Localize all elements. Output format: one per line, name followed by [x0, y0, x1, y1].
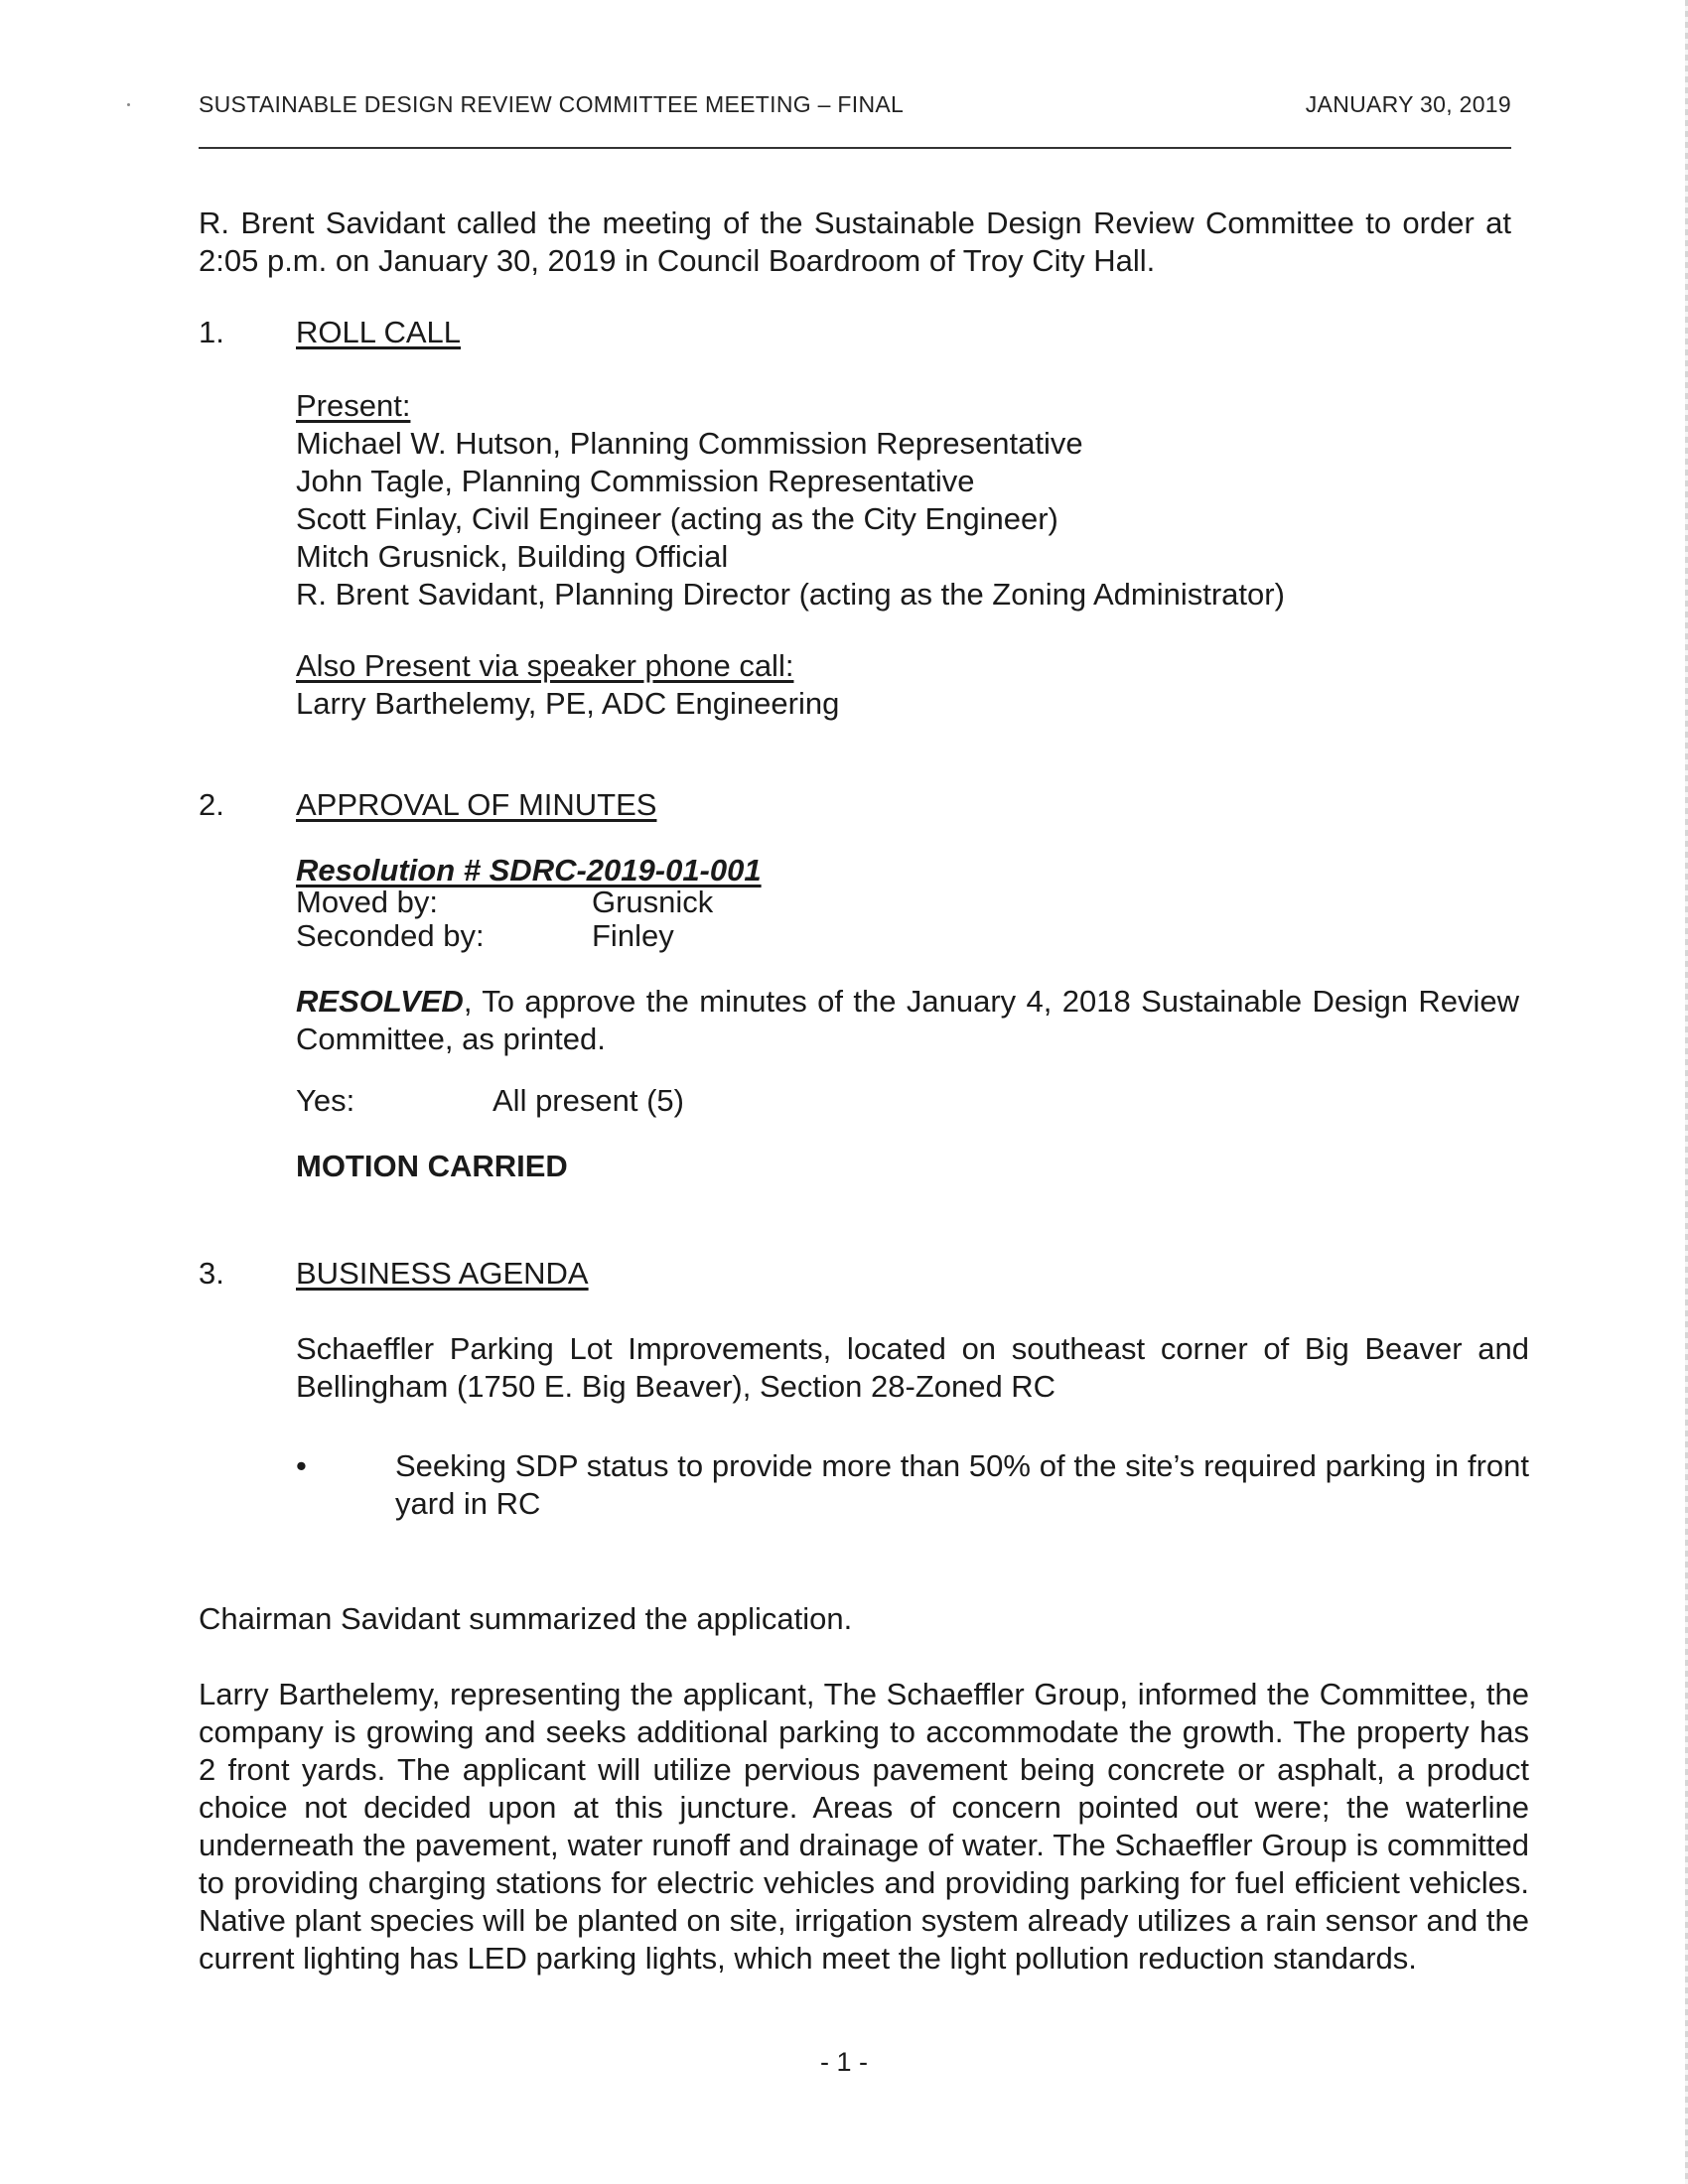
present-member: R. Brent Savidant, Planning Director (acting as the Zoning Administrator) — [296, 577, 1285, 612]
vote-label: Yes: — [296, 1083, 355, 1118]
page-number: - 1 - — [819, 2047, 868, 2077]
vote-value: All present (5) — [492, 1083, 684, 1118]
agenda-item: Schaeffler Parking Lot Improvements, located on southeast corner of Big Beaver and Bellingham (1750 E. Big Beaver), Section 28-Zoned RC — [296, 1331, 1529, 1404]
resolution-title: Resolution # SDRC-2019-01-001 — [296, 853, 762, 887]
header-date: JANUARY 30, 2019 — [1305, 91, 1511, 117]
section-2-number: 2. — [199, 787, 224, 822]
discussion-paragraph: Larry Barthelemy, representing the applicant, The Schaeffler Group, informed the Committee, the company is growing and seeks additional parking to accommodate the growth. The property has 2 front yards. The applicant will utilize pervious pavement being concrete or asphalt, a product choice not decided upon at this juncture. Areas of concern pointed out were; the waterline underneath the pavement, water runoff and drainage of water. The Schaeffler Group is committed to providing charging stations for electric vehicles and providing parking for fuel efficient vehicles. Native plant species will be planted on site, irrigation system already utilizes a rain sensor and the current lighting has LED parking lights, which meet the light pollution reduction standards. — [199, 1677, 1529, 1976]
present-member: Scott Finlay, Civil Engineer (acting as the City Engineer) — [296, 501, 1058, 536]
header-rule — [199, 147, 1511, 149]
section-3-title: BUSINESS AGENDA — [296, 1256, 589, 1291]
present-member: Mitch Grusnick, Building Official — [296, 539, 729, 574]
present-label: Present: — [296, 388, 411, 423]
section-3-number: 3. — [199, 1256, 224, 1291]
moved-by-value: Grusnick — [592, 885, 714, 919]
moved-by-label: Moved by: — [296, 885, 439, 919]
seconded-by-value: Finley — [592, 918, 674, 953]
present-member: Michael W. Hutson, Planning Commission Representative — [296, 426, 1083, 461]
section-1-title: ROLL CALL — [296, 315, 461, 349]
resolved-word: RESOLVED — [296, 984, 464, 1019]
section-2-title: APPROVAL OF MINUTES — [296, 787, 657, 822]
resolved-paragraph — [296, 983, 1519, 1058]
header-title: SUSTAINABLE DESIGN REVIEW COMMITTEE MEETING – FINAL — [199, 91, 905, 117]
intro-paragraph: R. Brent Savidant called the meeting of the Sustainable Design Review Committee to order at 2:05 p.m. on January 30, 2019 in Council Boardroom of Troy City Hall. — [199, 205, 1511, 278]
seconded-by-label: Seconded by: — [296, 918, 485, 953]
also-present-member: Larry Barthelemy, PE, ADC Engineering — [296, 686, 840, 721]
present-list — [296, 425, 1285, 614]
present-member: John Tagle, Planning Commission Representative — [296, 464, 975, 498]
resolved-text: , To approve the minutes of the January 4, 2018 Sustainable Design Review Committee, as printed. — [296, 984, 1519, 1056]
scan-speck — [127, 103, 130, 106]
motion-status: MOTION CARRIED — [296, 1149, 568, 1183]
also-present-label: Also Present via speaker phone call: — [296, 648, 794, 683]
agenda-bullet-text: Seeking SDP status to provide more than 50% of the site’s required parking in front yard in RC — [395, 1448, 1529, 1521]
section-1-number: 1. — [199, 315, 224, 349]
summary-paragraph: Chairman Savidant summarized the application. — [199, 1601, 853, 1636]
bullet-icon: • — [296, 1448, 307, 1483]
